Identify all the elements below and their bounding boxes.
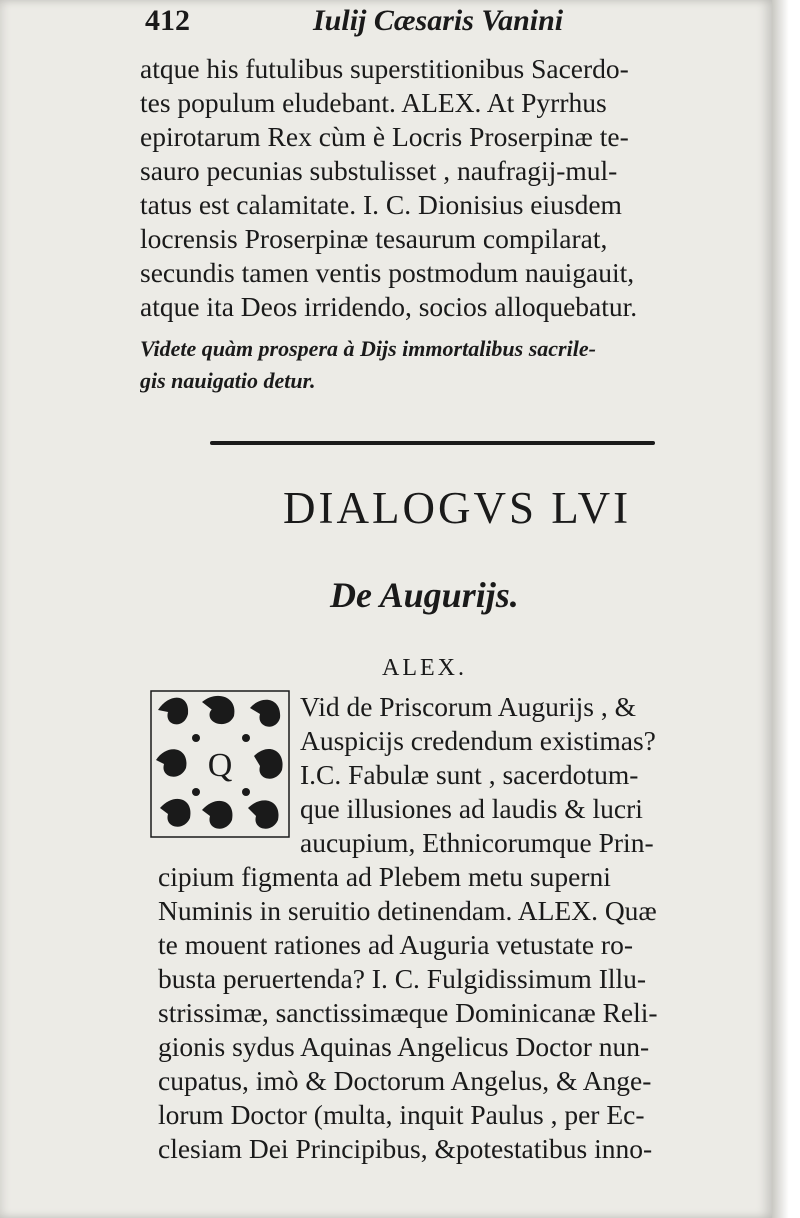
text-line: epirotarum Rex cùm è Locris Proserpinæ te- [140, 121, 629, 152]
text-line: locrensis Proserpinæ tesaurum compilarat, [140, 223, 608, 254]
dialog-title: DIALOGVS LVI [283, 483, 632, 533]
text-line: te mouent rationes ad Auguria vetustate ro- [158, 929, 633, 960]
italic-line: Videte quàm prospera à Dijs immortalibus sacrile- [140, 336, 596, 361]
text-line: lorum Doctor (multa, inquit Paulus , per Ec- [158, 1099, 645, 1130]
text-line: sauro pecunias substulisset , naufragij-mul- [140, 155, 618, 186]
text-line: strissimæ, sanctissimæque Dominicanæ Reli- [158, 997, 658, 1028]
text-line: I.C. Fabulæ sunt , sacerdotum- [300, 759, 639, 790]
text-line: gionis sydus Aquinas Angelicus Doctor nun- [158, 1031, 650, 1062]
initial-letter: Q [207, 747, 233, 784]
page-number: 412 [145, 4, 190, 37]
text-line: aucupium, Ethnicorumque Prin- [300, 827, 654, 858]
text-line: cupatus, imò & Doctorum Angelus, & Ange- [158, 1065, 652, 1096]
text-line: Numinis in seruitio detinendam. ALEX. Quæ [158, 895, 657, 926]
dialog-subtitle: De Augurijs. [330, 575, 519, 615]
section-divider [210, 441, 655, 445]
running-title: Iulij Cæsaris Vanini [313, 4, 564, 37]
text-line: cipium figmenta ad Plebem metu superni [158, 861, 611, 892]
text-line: Auspicijs credendum existimas? [300, 725, 656, 756]
text-line: clesiam Dei Principibus, &potestatibus inno- [158, 1133, 653, 1164]
decorated-initial-q-icon [150, 690, 290, 838]
speaker-label: ALEX. [382, 655, 467, 681]
text-line: que illusiones ad laudis & lucri [300, 793, 643, 824]
text-line: tatus est calamitate. I. C. Dionisius eiusdem [140, 189, 622, 220]
italic-line: gis nauigatio detur. [140, 368, 316, 393]
page-edge [772, 0, 800, 1218]
text-line: tes populum eludebant. ALEX. At Pyrrhus [140, 87, 607, 118]
text-line: atque ita Deos irridendo, socios alloquebatur. [140, 291, 638, 322]
ornament-icon [150, 690, 290, 838]
text-line: Vid de Priscorum Augurijs , & [300, 691, 636, 722]
text-line: secundis tamen ventis postmodum nauigauit, [140, 257, 635, 288]
text-line: atque his futulibus superstitionibus Sacerdo- [140, 53, 629, 84]
text-line: busta peruertenda? I. C. Fulgidissimum Illu- [158, 963, 647, 994]
